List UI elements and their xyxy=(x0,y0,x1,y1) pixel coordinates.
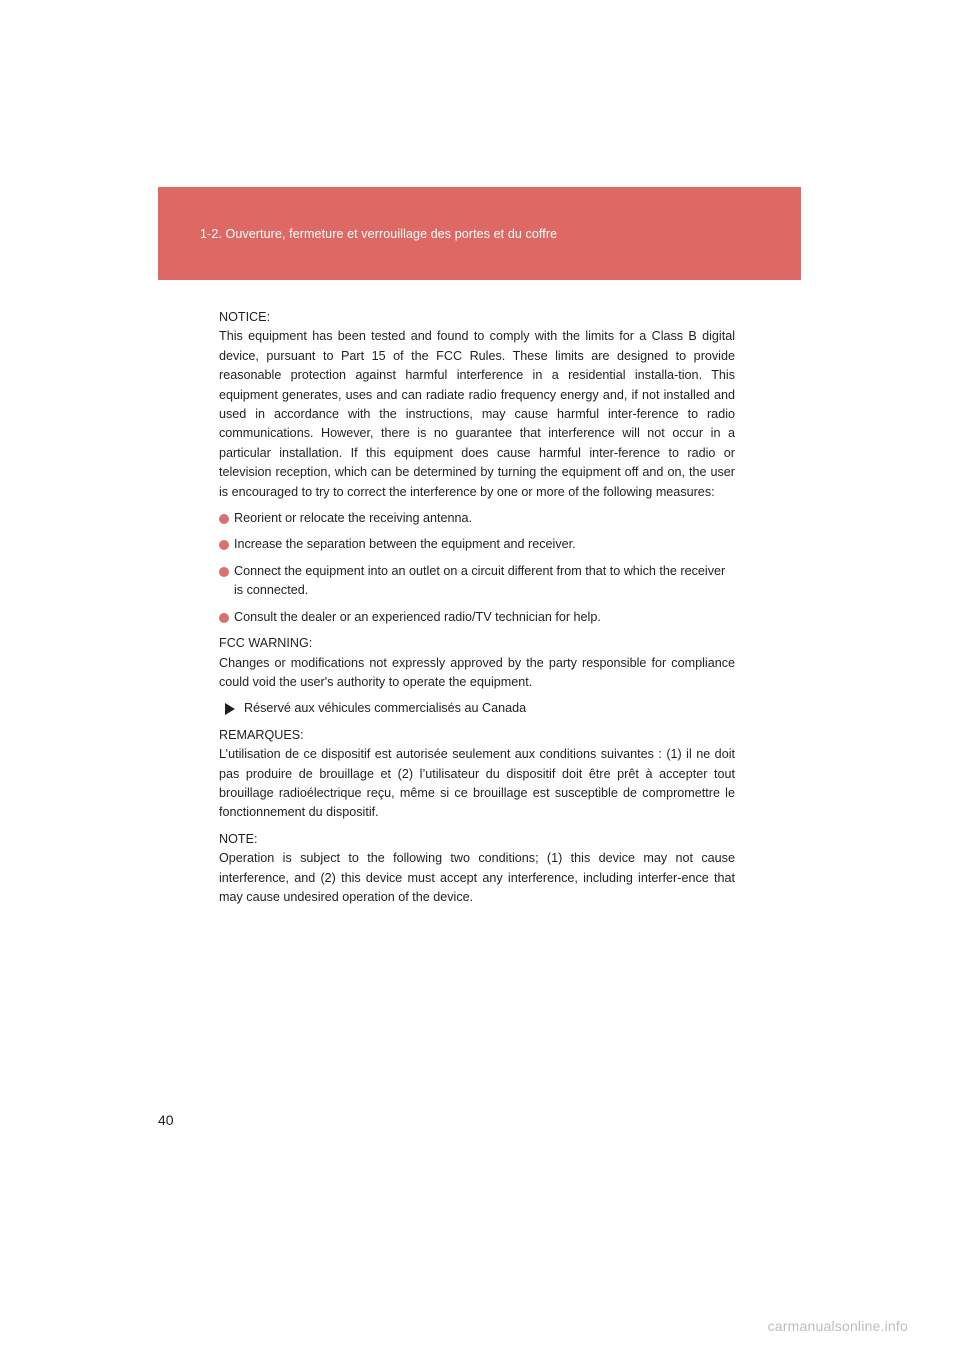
page-number: 40 xyxy=(158,1112,174,1128)
measure-text: Connect the equipment into an outlet on a circuit different from that to which the receiver is connected. xyxy=(234,563,726,598)
fcc-warning-body: Changes or modifications not expressly approved by the party responsible for compliance could void the user's authority to operate the equipment. xyxy=(219,655,735,689)
list-item xyxy=(219,562,735,601)
canada-note-text: Réservé aux véhicules commercialisés au Canada xyxy=(244,701,527,716)
list-item xyxy=(219,509,735,528)
bullet-dot-icon xyxy=(219,540,229,550)
notice-block xyxy=(219,308,735,502)
notice-heading: NOTICE: xyxy=(219,310,271,324)
remarques-body: L’utilisation de ce dispositif est autorisée seulement aux conditions suivantes : (1) il ne doit pas produire de brouillage et (2) l’utilisateur du dispositif doit être prêt à accepter tout brouillage radioélectrique reçu, même si ce brouillage est susceptible de compromettre le fonctionnement du dispositif. xyxy=(219,747,735,820)
bullet-dot-icon xyxy=(219,514,229,524)
note-heading: NOTE: xyxy=(219,831,258,846)
measure-text: Consult the dealer or an experienced radio/TV technician for help. xyxy=(234,609,601,624)
bullet-dot-icon xyxy=(219,613,229,623)
remarques-heading: REMARQUES: xyxy=(219,727,304,742)
arrow-right-icon xyxy=(225,703,235,715)
page-content xyxy=(219,308,735,907)
canada-note xyxy=(219,699,735,718)
list-item xyxy=(219,608,735,627)
fcc-warning-heading: FCC WARNING: xyxy=(219,636,313,651)
fcc-warning-block xyxy=(219,634,735,692)
note-block xyxy=(219,830,735,908)
measure-text: Increase the separation between the equipment and receiver. xyxy=(234,537,576,552)
list-item xyxy=(219,535,735,554)
bullet-dot-icon xyxy=(219,567,229,577)
remarques-block xyxy=(219,726,735,823)
watermark: carmanualsonline.info xyxy=(767,1318,908,1334)
measures-list xyxy=(219,509,735,627)
note-body: Operation is subject to the following two conditions; (1) this device may not cause interference, and (2) this device must accept any interference, including interfer-ence that may cause undesired operation of the device. xyxy=(219,851,735,904)
section-header-band xyxy=(158,187,801,280)
notice-body: This equipment has been tested and found to comply with the limits for a Class B digital device, pursuant to Part 15 of the FCC Rules. These limits are designed to provide reasonable protection against harmful interference in a residential installa-tion. This equipment generates, uses and can radiate radio frequency energy and, if not installed and used in accordance with the instructions, may cause harmful inter-ference to radio communications. However, there is no guarantee that interference will not occur in a particular installation. If this equipment does cause harmful inter-ference to radio or television reception, which can be determined by turning the equipment off and on, the user is encouraged to try to correct the interference by one or more of the following measures: xyxy=(219,329,735,499)
measure-text: Reorient or relocate the receiving antenna. xyxy=(234,511,473,526)
section-title: 1-2. Ouverture, fermeture et verrouillage des portes et du coffre xyxy=(200,227,558,241)
